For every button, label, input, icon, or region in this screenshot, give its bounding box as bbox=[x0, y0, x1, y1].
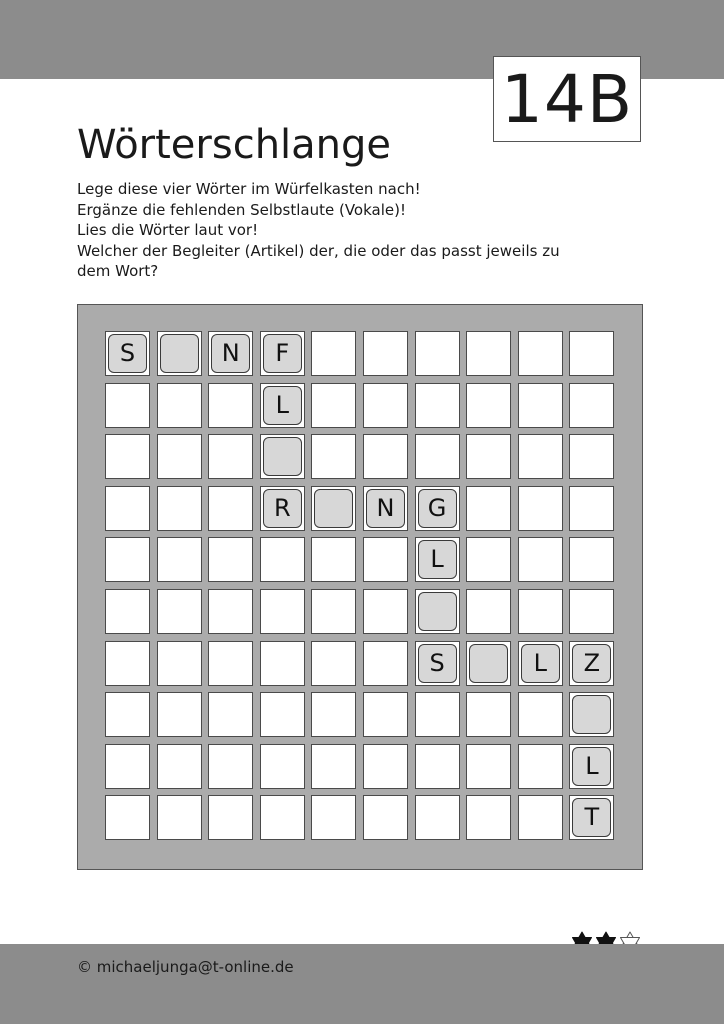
grid-cell bbox=[260, 744, 305, 789]
letter-tile: N bbox=[211, 334, 250, 373]
dice-box-grid bbox=[77, 304, 643, 870]
grid-cell bbox=[466, 331, 511, 376]
grid-cell bbox=[466, 795, 511, 840]
grid-cell bbox=[569, 537, 614, 582]
grid-cell bbox=[363, 744, 408, 789]
grid-cell bbox=[518, 434, 563, 479]
grid-cell bbox=[311, 589, 356, 634]
grid-cell bbox=[260, 537, 305, 582]
grid-cell bbox=[208, 589, 253, 634]
grid-cell bbox=[415, 795, 460, 840]
grid-cell bbox=[157, 589, 202, 634]
grid-cell bbox=[363, 795, 408, 840]
sheet-number-box: 14B bbox=[493, 56, 641, 142]
grid-cell bbox=[466, 486, 511, 531]
grid-cell bbox=[518, 692, 563, 737]
letter-tile: F bbox=[263, 334, 302, 373]
grid-cell bbox=[157, 537, 202, 582]
grid-cell bbox=[415, 383, 460, 428]
grid-cell bbox=[260, 589, 305, 634]
grid-cell bbox=[208, 434, 253, 479]
grid-cell bbox=[208, 486, 253, 531]
instruction-line: Lies die Wörter laut vor! bbox=[77, 221, 259, 240]
letter-tile: Z bbox=[572, 644, 611, 683]
grid-cell bbox=[569, 331, 614, 376]
grid-cell bbox=[466, 383, 511, 428]
grid-cell bbox=[105, 589, 150, 634]
grid-cell bbox=[518, 486, 563, 531]
grid-cell bbox=[208, 383, 253, 428]
grid-cell bbox=[105, 331, 150, 376]
letter-tile bbox=[263, 437, 302, 476]
letter-tile bbox=[314, 489, 353, 528]
letter-tile: N bbox=[366, 489, 405, 528]
grid-cell bbox=[311, 331, 356, 376]
letter-tile: T bbox=[572, 798, 611, 837]
grid-cell bbox=[157, 486, 202, 531]
instruction-line: dem Wort? bbox=[77, 262, 159, 281]
grid-cell bbox=[105, 434, 150, 479]
grid-cell bbox=[157, 692, 202, 737]
instruction-line: Ergänze die fehlenden Selbstlaute (Vokale)! bbox=[77, 200, 406, 219]
grid-cell bbox=[415, 486, 460, 531]
grid-cell bbox=[569, 383, 614, 428]
grid-cell bbox=[466, 641, 511, 686]
grid-cell bbox=[518, 795, 563, 840]
grid-cell bbox=[260, 331, 305, 376]
grid-cell bbox=[363, 641, 408, 686]
grid-cell bbox=[105, 795, 150, 840]
grid-cell bbox=[208, 537, 253, 582]
grid-cell bbox=[208, 641, 253, 686]
grid-cell bbox=[466, 744, 511, 789]
grid-cell bbox=[415, 692, 460, 737]
grid-cell bbox=[105, 486, 150, 531]
grid-cell bbox=[260, 795, 305, 840]
grid-cell bbox=[208, 795, 253, 840]
grid-cell bbox=[569, 641, 614, 686]
page-title: Wörterschlange bbox=[77, 122, 392, 168]
grid-cell bbox=[208, 692, 253, 737]
grid-cell bbox=[311, 383, 356, 428]
grid-cell bbox=[363, 486, 408, 531]
grid-cell bbox=[105, 537, 150, 582]
grid-cell bbox=[466, 692, 511, 737]
grid-cell bbox=[260, 692, 305, 737]
letter-tile: L bbox=[521, 644, 560, 683]
grid-cell bbox=[569, 486, 614, 531]
grid-cell bbox=[569, 434, 614, 479]
grid-cell bbox=[260, 486, 305, 531]
grid-cell bbox=[518, 744, 563, 789]
grid-cell bbox=[157, 795, 202, 840]
grid-cell bbox=[311, 692, 356, 737]
grid-cell bbox=[518, 331, 563, 376]
footer-band bbox=[0, 944, 724, 1024]
grid-cell bbox=[157, 641, 202, 686]
grid-cell bbox=[363, 434, 408, 479]
letter-tile bbox=[572, 695, 611, 734]
grid-cell bbox=[311, 486, 356, 531]
grid-cell bbox=[208, 744, 253, 789]
grid-cell bbox=[569, 744, 614, 789]
grid-cell bbox=[260, 434, 305, 479]
grid-cell bbox=[518, 589, 563, 634]
letter-tile: L bbox=[418, 540, 457, 579]
letter-tile: L bbox=[263, 386, 302, 425]
grid-cell bbox=[260, 383, 305, 428]
grid-cell bbox=[363, 331, 408, 376]
letter-tile: G bbox=[418, 489, 457, 528]
grid-cell bbox=[415, 331, 460, 376]
letter-tile: S bbox=[108, 334, 147, 373]
grid-cell bbox=[311, 434, 356, 479]
grid-cell bbox=[569, 692, 614, 737]
grid-cell bbox=[157, 331, 202, 376]
grid-cell bbox=[157, 383, 202, 428]
grid-cell bbox=[466, 434, 511, 479]
grid-cell bbox=[157, 744, 202, 789]
grid-cell bbox=[105, 641, 150, 686]
grid-cell bbox=[311, 641, 356, 686]
grid-cell bbox=[415, 744, 460, 789]
letter-tile bbox=[160, 334, 199, 373]
letter-tile: S bbox=[418, 644, 457, 683]
grid-cell bbox=[105, 692, 150, 737]
copyright-text: © michaeljunga@t-online.de bbox=[77, 958, 294, 976]
grid-cell bbox=[363, 383, 408, 428]
grid-cell bbox=[157, 434, 202, 479]
grid-cell bbox=[518, 537, 563, 582]
grid-cell bbox=[311, 744, 356, 789]
letter-tile: R bbox=[263, 489, 302, 528]
letter-tile bbox=[469, 644, 508, 683]
instruction-line: Welcher der Begleiter (Artikel) der, die oder das passt jeweils zu bbox=[77, 241, 560, 260]
grid-cell bbox=[415, 434, 460, 479]
letter-tile bbox=[418, 592, 457, 631]
grid-cell bbox=[569, 795, 614, 840]
grid-cell bbox=[105, 383, 150, 428]
grid-cell bbox=[569, 589, 614, 634]
grid-cell bbox=[363, 692, 408, 737]
instructions bbox=[77, 179, 597, 282]
grid-cell bbox=[518, 383, 563, 428]
grid-cell bbox=[466, 589, 511, 634]
grid-cell bbox=[415, 589, 460, 634]
grid-cell bbox=[208, 331, 253, 376]
grid-cell bbox=[311, 537, 356, 582]
grid-cell bbox=[466, 537, 511, 582]
grid-cell bbox=[415, 537, 460, 582]
grid-cell bbox=[311, 795, 356, 840]
grid-cell bbox=[363, 589, 408, 634]
grid-cell bbox=[363, 537, 408, 582]
instruction-line: Lege diese vier Wörter im Würfelkasten nach! bbox=[77, 180, 421, 198]
grid-cell bbox=[518, 641, 563, 686]
letter-tile: L bbox=[572, 747, 611, 786]
grid-cell bbox=[415, 641, 460, 686]
grid-cell bbox=[105, 744, 150, 789]
grid-cell bbox=[260, 641, 305, 686]
